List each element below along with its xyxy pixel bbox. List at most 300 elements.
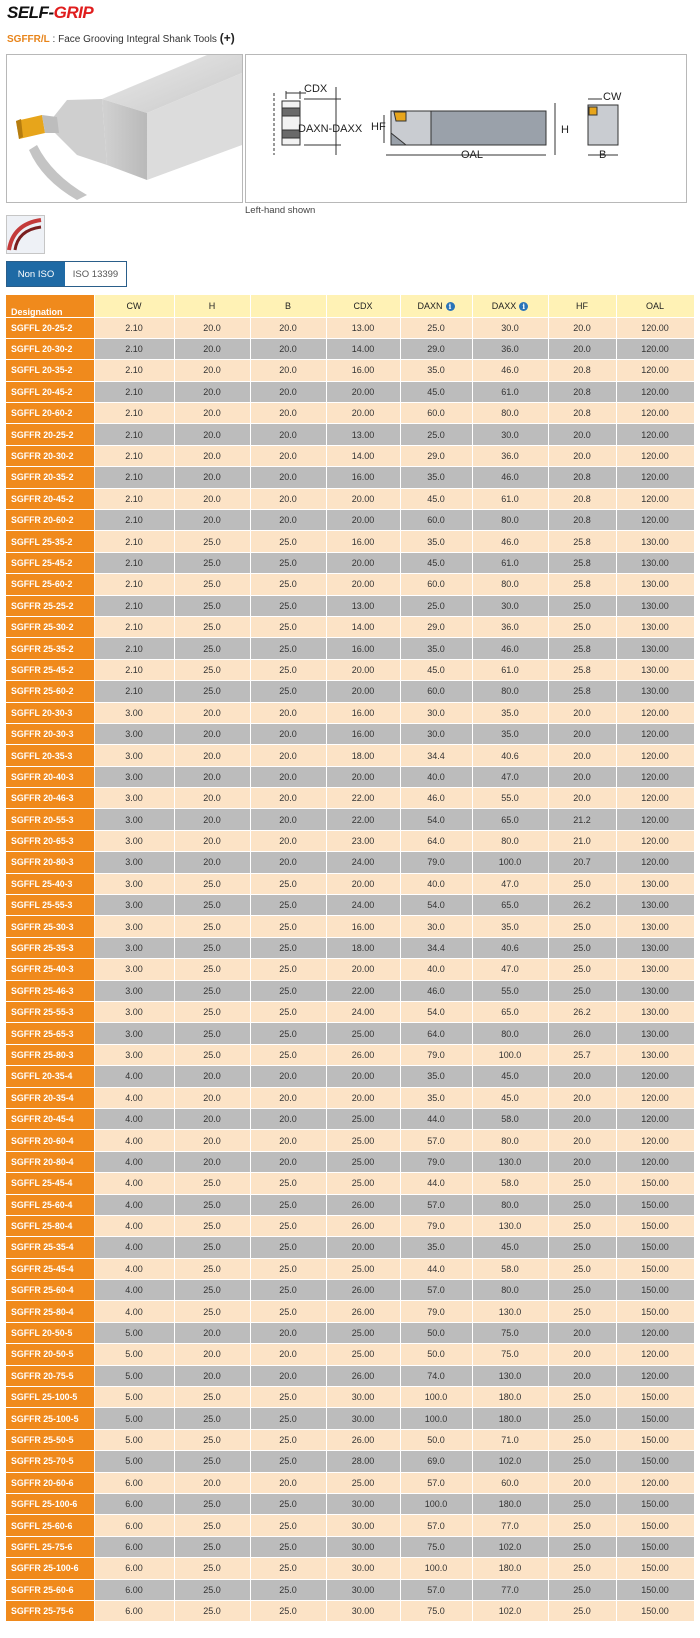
- cell-designation[interactable]: SGFFL 25-75-6: [6, 1536, 94, 1557]
- cell-designation[interactable]: SGFFR 25-60-6: [6, 1579, 94, 1600]
- cell-hf: 20.0: [548, 338, 616, 359]
- cell-designation[interactable]: SGFFR 25-45-2: [6, 659, 94, 680]
- cell-h: 20.0: [174, 467, 250, 488]
- cell-cw: 3.00: [94, 723, 174, 744]
- cell-designation[interactable]: SGFFL 25-80-4: [6, 1215, 94, 1236]
- cell-designation[interactable]: SGFFL 20-30-2: [6, 338, 94, 359]
- cell-designation[interactable]: SGFFR 20-75-5: [6, 1365, 94, 1386]
- cell-h: 25.0: [174, 1044, 250, 1065]
- table-row[interactable]: [6, 360, 694, 381]
- cell-daxn: 25.0: [400, 424, 472, 445]
- table-row[interactable]: [6, 959, 694, 980]
- cell-cdx: 18.00: [326, 745, 400, 766]
- cell-cdx: 24.00: [326, 852, 400, 873]
- table-row[interactable]: [6, 788, 694, 809]
- cell-daxx: 45.0: [472, 1237, 548, 1258]
- cell-cw: 2.10: [94, 659, 174, 680]
- cell-cdx: 30.00: [326, 1387, 400, 1408]
- cell-hf: 20.8: [548, 510, 616, 531]
- table-row[interactable]: [6, 531, 694, 552]
- cell-oal: 120.00: [616, 1066, 694, 1087]
- cell-h: 25.0: [174, 552, 250, 573]
- cell-daxx: 80.0: [472, 1194, 548, 1215]
- table-row[interactable]: [6, 595, 694, 616]
- table-row[interactable]: [6, 1536, 694, 1557]
- cell-cdx: 30.00: [326, 1600, 400, 1621]
- cell-cw: 3.00: [94, 809, 174, 830]
- cell-h: 25.0: [174, 1558, 250, 1579]
- table-row[interactable]: [6, 616, 694, 637]
- cell-oal: 130.00: [616, 681, 694, 702]
- table-row[interactable]: [6, 809, 694, 830]
- table-row[interactable]: [6, 1451, 694, 1472]
- cell-hf: 26.2: [548, 1002, 616, 1023]
- table-row[interactable]: [6, 1002, 694, 1023]
- cell-designation[interactable]: SGFFR 25-70-5: [6, 1451, 94, 1472]
- cell-cdx: 16.00: [326, 638, 400, 659]
- table-row[interactable]: [6, 980, 694, 1001]
- cell-hf: 20.0: [548, 1108, 616, 1129]
- cell-designation[interactable]: SGFFR 20-30-3: [6, 723, 94, 744]
- cell-cw: 4.00: [94, 1173, 174, 1194]
- cell-designation[interactable]: SGFFL 20-50-5: [6, 1322, 94, 1343]
- cell-designation[interactable]: SGFFR 25-55-3: [6, 1002, 94, 1023]
- table-row[interactable]: [6, 1429, 694, 1450]
- table-row[interactable]: [6, 766, 694, 787]
- table-row[interactable]: [6, 467, 694, 488]
- cell-daxx: 80.0: [472, 574, 548, 595]
- cell-hf: 20.0: [548, 424, 616, 445]
- cell-b: 20.0: [250, 1066, 326, 1087]
- cell-daxn: 46.0: [400, 980, 472, 1001]
- header-cw[interactable]: CW: [94, 295, 174, 317]
- table-row[interactable]: [6, 1130, 694, 1151]
- cell-cw: 4.00: [94, 1215, 174, 1236]
- cell-daxx: 65.0: [472, 1002, 548, 1023]
- header-cdx[interactable]: CDX: [326, 295, 400, 317]
- cell-h: 20.0: [174, 510, 250, 531]
- cell-b: 25.0: [250, 1536, 326, 1557]
- cell-b: 20.0: [250, 723, 326, 744]
- cell-hf: 21.0: [548, 830, 616, 851]
- table-row[interactable]: [6, 852, 694, 873]
- cell-cdx: 22.00: [326, 980, 400, 1001]
- cell-daxn: 35.0: [400, 531, 472, 552]
- cell-designation[interactable]: SGFFL 20-30-3: [6, 702, 94, 723]
- table-row[interactable]: [6, 488, 694, 509]
- cell-designation[interactable]: SGFFL 25-40-3: [6, 873, 94, 894]
- table-row[interactable]: [6, 1108, 694, 1129]
- cell-hf: 20.0: [548, 723, 616, 744]
- cell-oal: 120.00: [616, 1151, 694, 1172]
- cell-h: 20.0: [174, 809, 250, 830]
- cell-h: 20.0: [174, 830, 250, 851]
- cell-h: 20.0: [174, 1087, 250, 1108]
- cell-designation[interactable]: SGFFL 20-35-2: [6, 360, 94, 381]
- cell-b: 20.0: [250, 488, 326, 509]
- cell-h: 25.0: [174, 1301, 250, 1322]
- table-row[interactable]: [6, 424, 694, 445]
- cell-cw: 2.10: [94, 552, 174, 573]
- cell-hf: 25.0: [548, 1280, 616, 1301]
- cell-designation[interactable]: SGFFR 25-40-3: [6, 959, 94, 980]
- table-row[interactable]: [6, 745, 694, 766]
- table-row[interactable]: [6, 1493, 694, 1514]
- table-row[interactable]: [6, 1173, 694, 1194]
- cell-daxx: 102.0: [472, 1600, 548, 1621]
- cell-designation[interactable]: SGFFR 20-80-3: [6, 852, 94, 873]
- table-row[interactable]: [6, 403, 694, 424]
- cell-daxn: 54.0: [400, 895, 472, 916]
- cell-cw: 2.10: [94, 681, 174, 702]
- brand-part2: GRIP: [53, 3, 94, 22]
- cell-designation[interactable]: SGFFR 25-35-4: [6, 1237, 94, 1258]
- cell-daxn: 45.0: [400, 488, 472, 509]
- cell-h: 20.0: [174, 1066, 250, 1087]
- table-row[interactable]: [6, 1600, 694, 1621]
- table-row[interactable]: [6, 916, 694, 937]
- cell-designation[interactable]: SGFFL 25-45-2: [6, 552, 94, 573]
- info-icon[interactable]: i: [446, 302, 455, 311]
- cell-cdx: 25.00: [326, 1472, 400, 1493]
- cell-cw: 2.10: [94, 595, 174, 616]
- cell-designation[interactable]: SGFFL 25-45-4: [6, 1173, 94, 1194]
- header-daxn[interactable]: [400, 295, 472, 317]
- cell-designation[interactable]: SGFFL 20-25-2: [6, 317, 94, 338]
- header-oal[interactable]: OAL: [616, 295, 694, 317]
- table-row[interactable]: [6, 681, 694, 702]
- table-row[interactable]: [6, 1215, 694, 1236]
- cell-oal: 130.00: [616, 895, 694, 916]
- cell-h: 25.0: [174, 1579, 250, 1600]
- cell-cw: 5.00: [94, 1408, 174, 1429]
- cell-oal: 120.00: [616, 1087, 694, 1108]
- cell-designation[interactable]: SGFFR 20-45-2: [6, 488, 94, 509]
- cell-daxn: 79.0: [400, 1215, 472, 1236]
- table-row[interactable]: [6, 1558, 694, 1579]
- cell-daxx: 58.0: [472, 1108, 548, 1129]
- cell-oal: 130.00: [616, 916, 694, 937]
- table-row[interactable]: [6, 937, 694, 958]
- cell-hf: 25.0: [548, 1387, 616, 1408]
- cell-hf: 20.8: [548, 403, 616, 424]
- label-hf: HF: [371, 121, 386, 133]
- table-row[interactable]: [6, 1472, 694, 1493]
- cell-oal: 120.00: [616, 788, 694, 809]
- cell-hf: 25.0: [548, 1515, 616, 1536]
- cell-cw: 3.00: [94, 766, 174, 787]
- cell-oal: 120.00: [616, 852, 694, 873]
- cell-designation[interactable]: SGFFR 25-65-3: [6, 1023, 94, 1044]
- cell-designation[interactable]: SGFFR 20-65-3: [6, 830, 94, 851]
- cell-designation[interactable]: SGFFR 20-60-6: [6, 1472, 94, 1493]
- cell-designation[interactable]: SGFFL 25-100-6: [6, 1493, 94, 1514]
- cell-designation[interactable]: SGFFR 25-80-3: [6, 1044, 94, 1065]
- cell-cw: 4.00: [94, 1130, 174, 1151]
- cell-designation[interactable]: SGFFR 25-60-4: [6, 1280, 94, 1301]
- cell-cdx: 20.00: [326, 681, 400, 702]
- cell-b: 25.0: [250, 1579, 326, 1600]
- cell-designation[interactable]: SGFFR 20-35-2: [6, 467, 94, 488]
- cell-cdx: 25.00: [326, 1151, 400, 1172]
- cell-cdx: 16.00: [326, 723, 400, 744]
- cell-b: 25.0: [250, 1408, 326, 1429]
- cell-daxx: 35.0: [472, 702, 548, 723]
- cell-designation[interactable]: SGFFL 25-100-5: [6, 1387, 94, 1408]
- cell-designation[interactable]: SGFFR 20-50-5: [6, 1344, 94, 1365]
- cell-hf: 25.0: [548, 1301, 616, 1322]
- cell-designation[interactable]: SGFFL 20-35-3: [6, 745, 94, 766]
- cell-cw: 4.00: [94, 1301, 174, 1322]
- cell-designation[interactable]: SGFFL 25-60-6: [6, 1515, 94, 1536]
- cell-hf: 25.7: [548, 1044, 616, 1065]
- cell-hf: 20.0: [548, 1151, 616, 1172]
- cell-daxn: 30.0: [400, 723, 472, 744]
- table-row[interactable]: [6, 1301, 694, 1322]
- cell-oal: 130.00: [616, 531, 694, 552]
- cell-b: 20.0: [250, 403, 326, 424]
- cell-daxn: 57.0: [400, 1194, 472, 1215]
- cell-oal: 150.00: [616, 1451, 694, 1472]
- cell-designation[interactable]: SGFFL 25-60-4: [6, 1194, 94, 1215]
- table-row[interactable]: [6, 1194, 694, 1215]
- cell-cdx: 23.00: [326, 830, 400, 851]
- cell-daxx: 58.0: [472, 1173, 548, 1194]
- table-row[interactable]: [6, 830, 694, 851]
- cell-oal: 130.00: [616, 638, 694, 659]
- cell-daxx: 130.0: [472, 1215, 548, 1236]
- cell-cw: 6.00: [94, 1515, 174, 1536]
- label-oal: OAL: [461, 149, 484, 161]
- cell-cdx: 14.00: [326, 338, 400, 359]
- cell-hf: 25.0: [548, 980, 616, 1001]
- cell-hf: 25.0: [548, 1237, 616, 1258]
- cell-daxn: 57.0: [400, 1280, 472, 1301]
- table-row[interactable]: [6, 1579, 694, 1600]
- cell-h: 20.0: [174, 852, 250, 873]
- cell-h: 20.0: [174, 424, 250, 445]
- cell-h: 25.0: [174, 1280, 250, 1301]
- header-b[interactable]: B: [250, 295, 326, 317]
- cell-h: 25.0: [174, 937, 250, 958]
- cell-designation[interactable]: SGFFR 20-80-4: [6, 1151, 94, 1172]
- cell-designation[interactable]: SGFFR 25-50-5: [6, 1429, 94, 1450]
- cell-hf: 20.8: [548, 467, 616, 488]
- cell-b: 25.0: [250, 937, 326, 958]
- cell-b: 20.0: [250, 1365, 326, 1386]
- table-row[interactable]: [6, 1344, 694, 1365]
- cell-cdx: 20.00: [326, 510, 400, 531]
- cell-designation[interactable]: SGFFR 20-35-4: [6, 1087, 94, 1108]
- cell-designation[interactable]: SGFFR 25-30-2: [6, 616, 94, 637]
- cell-daxn: 60.0: [400, 403, 472, 424]
- header-hf[interactable]: HF: [548, 295, 616, 317]
- cell-cw: 4.00: [94, 1280, 174, 1301]
- standard-tabs: [6, 261, 127, 287]
- table-row[interactable]: [6, 1087, 694, 1108]
- cell-daxx: 80.0: [472, 681, 548, 702]
- cell-daxx: 36.0: [472, 445, 548, 466]
- cell-designation[interactable]: SGFFR 25-80-4: [6, 1301, 94, 1322]
- table-row[interactable]: [6, 1258, 694, 1279]
- cell-hf: 20.8: [548, 381, 616, 402]
- table-row[interactable]: [6, 1151, 694, 1172]
- cell-b: 25.0: [250, 1194, 326, 1215]
- cell-oal: 120.00: [616, 510, 694, 531]
- cell-daxn: 79.0: [400, 1044, 472, 1065]
- table-row[interactable]: [6, 1280, 694, 1301]
- cell-designation[interactable]: SGFFR 25-35-2: [6, 638, 94, 659]
- cell-designation[interactable]: SGFFR 25-100-5: [6, 1408, 94, 1429]
- cell-b: 25.0: [250, 873, 326, 894]
- table-row[interactable]: [6, 895, 694, 916]
- cell-designation[interactable]: SGFFL 20-45-2: [6, 381, 94, 402]
- cell-designation[interactable]: SGFFR 20-25-2: [6, 424, 94, 445]
- cell-oal: 150.00: [616, 1558, 694, 1579]
- cell-daxx: 75.0: [472, 1344, 548, 1365]
- table-row[interactable]: [6, 1387, 694, 1408]
- cell-designation[interactable]: SGFFR 25-75-6: [6, 1600, 94, 1621]
- cell-oal: 120.00: [616, 830, 694, 851]
- cell-h: 25.0: [174, 1215, 250, 1236]
- table-row[interactable]: [6, 1408, 694, 1429]
- table-row[interactable]: [6, 445, 694, 466]
- cell-daxn: 100.0: [400, 1408, 472, 1429]
- tab-iso-13399[interactable]: ISO 13399: [72, 268, 119, 280]
- cell-hf: 25.0: [548, 595, 616, 616]
- table-row[interactable]: [6, 338, 694, 359]
- cell-designation[interactable]: SGFFL 20-60-2: [6, 403, 94, 424]
- table-row[interactable]: [6, 659, 694, 680]
- cell-daxn: 45.0: [400, 659, 472, 680]
- cell-cw: 3.00: [94, 873, 174, 894]
- cell-hf: 26.0: [548, 1023, 616, 1044]
- cell-oal: 120.00: [616, 488, 694, 509]
- cell-hf: 25.8: [548, 681, 616, 702]
- cell-designation[interactable]: SGFFL 25-35-2: [6, 531, 94, 552]
- cell-oal: 120.00: [616, 723, 694, 744]
- cell-cw: 2.10: [94, 403, 174, 424]
- table-row[interactable]: [6, 1066, 694, 1087]
- cell-designation[interactable]: SGFFR 25-25-2: [6, 595, 94, 616]
- cell-daxx: 55.0: [472, 980, 548, 1001]
- cell-designation[interactable]: SGFFR 25-45-4: [6, 1258, 94, 1279]
- table-row[interactable]: [6, 1322, 694, 1343]
- product-image: [6, 54, 243, 203]
- cell-cdx: 16.00: [326, 531, 400, 552]
- table-row[interactable]: [6, 381, 694, 402]
- table-row[interactable]: [6, 1515, 694, 1536]
- table-row[interactable]: [6, 1044, 694, 1065]
- application-thumbnail[interactable]: [6, 215, 45, 254]
- cell-b: 25.0: [250, 1280, 326, 1301]
- cell-daxn: 100.0: [400, 1493, 472, 1514]
- cell-designation[interactable]: SGFFR 20-46-3: [6, 788, 94, 809]
- cell-h: 25.0: [174, 638, 250, 659]
- cell-designation[interactable]: SGFFR 25-100-6: [6, 1558, 94, 1579]
- cell-hf: 25.0: [548, 1408, 616, 1429]
- header-h[interactable]: H: [174, 295, 250, 317]
- cell-cdx: 13.00: [326, 595, 400, 616]
- cell-daxx: 55.0: [472, 788, 548, 809]
- table-row[interactable]: [6, 638, 694, 659]
- cell-cw: 6.00: [94, 1536, 174, 1557]
- cell-oal: 150.00: [616, 1258, 694, 1279]
- table-row[interactable]: [6, 574, 694, 595]
- table-row[interactable]: [6, 1023, 694, 1044]
- cell-designation[interactable]: SGFFL 25-60-2: [6, 574, 94, 595]
- cell-h: 25.0: [174, 916, 250, 937]
- cell-b: 25.0: [250, 916, 326, 937]
- plus-indicator[interactable]: (+): [219, 31, 235, 45]
- cell-daxx: 46.0: [472, 638, 548, 659]
- cell-hf: 25.0: [548, 616, 616, 637]
- cell-cw: 3.00: [94, 937, 174, 958]
- cell-daxn: 34.4: [400, 937, 472, 958]
- cell-designation[interactable]: SGFFR 20-40-3: [6, 766, 94, 787]
- table-row[interactable]: [6, 873, 694, 894]
- cell-designation[interactable]: SGFFR 20-55-3: [6, 809, 94, 830]
- table-row[interactable]: [6, 1365, 694, 1386]
- cell-cw: 5.00: [94, 1387, 174, 1408]
- header-daxx[interactable]: [472, 295, 548, 317]
- header-daxn-label: DAXN: [417, 300, 443, 311]
- cell-designation[interactable]: SGFFR 25-30-3: [6, 916, 94, 937]
- cell-h: 25.0: [174, 1194, 250, 1215]
- cell-b: 25.0: [250, 959, 326, 980]
- table-row[interactable]: [6, 1237, 694, 1258]
- cell-designation[interactable]: SGFFL 20-35-4: [6, 1066, 94, 1087]
- cell-hf: 25.8: [548, 574, 616, 595]
- cell-cdx: 20.00: [326, 659, 400, 680]
- cell-cw: 2.10: [94, 510, 174, 531]
- cell-designation[interactable]: SGFFR 25-35-3: [6, 937, 94, 958]
- cell-daxn: 74.0: [400, 1365, 472, 1386]
- header-daxx-label: DAXX: [491, 300, 517, 311]
- cell-cdx: 20.00: [326, 574, 400, 595]
- cell-hf: 25.0: [548, 1451, 616, 1472]
- cell-designation[interactable]: SGFFR 20-45-4: [6, 1108, 94, 1129]
- table-row[interactable]: [6, 723, 694, 744]
- cell-daxn: 25.0: [400, 595, 472, 616]
- table-row[interactable]: [6, 552, 694, 573]
- table-row[interactable]: [6, 510, 694, 531]
- table-row[interactable]: [6, 702, 694, 723]
- cell-daxn: 45.0: [400, 381, 472, 402]
- cell-h: 25.0: [174, 1429, 250, 1450]
- tab-non-iso[interactable]: Non ISO: [7, 262, 65, 286]
- cell-daxn: 35.0: [400, 1237, 472, 1258]
- cell-hf: 25.8: [548, 638, 616, 659]
- cell-h: 25.0: [174, 681, 250, 702]
- cell-h: 20.0: [174, 403, 250, 424]
- table-row[interactable]: [6, 317, 694, 338]
- cell-designation[interactable]: SGFFR 20-60-2: [6, 510, 94, 531]
- cell-designation[interactable]: SGFFL 25-55-3: [6, 895, 94, 916]
- cell-daxn: 79.0: [400, 852, 472, 873]
- cell-cdx: 25.00: [326, 1258, 400, 1279]
- header-designation[interactable]: Designation: [6, 295, 94, 317]
- cell-oal: 120.00: [616, 381, 694, 402]
- cell-designation[interactable]: SGFFR 25-60-2: [6, 681, 94, 702]
- cell-designation[interactable]: SGFFR 20-60-4: [6, 1130, 94, 1151]
- cell-cdx: 25.00: [326, 1130, 400, 1151]
- cell-cdx: 20.00: [326, 959, 400, 980]
- cell-designation[interactable]: SGFFR 25-46-3: [6, 980, 94, 1001]
- cell-designation[interactable]: SGFFR 20-30-2: [6, 445, 94, 466]
- cell-oal: 130.00: [616, 1044, 694, 1065]
- info-icon[interactable]: i: [519, 302, 528, 311]
